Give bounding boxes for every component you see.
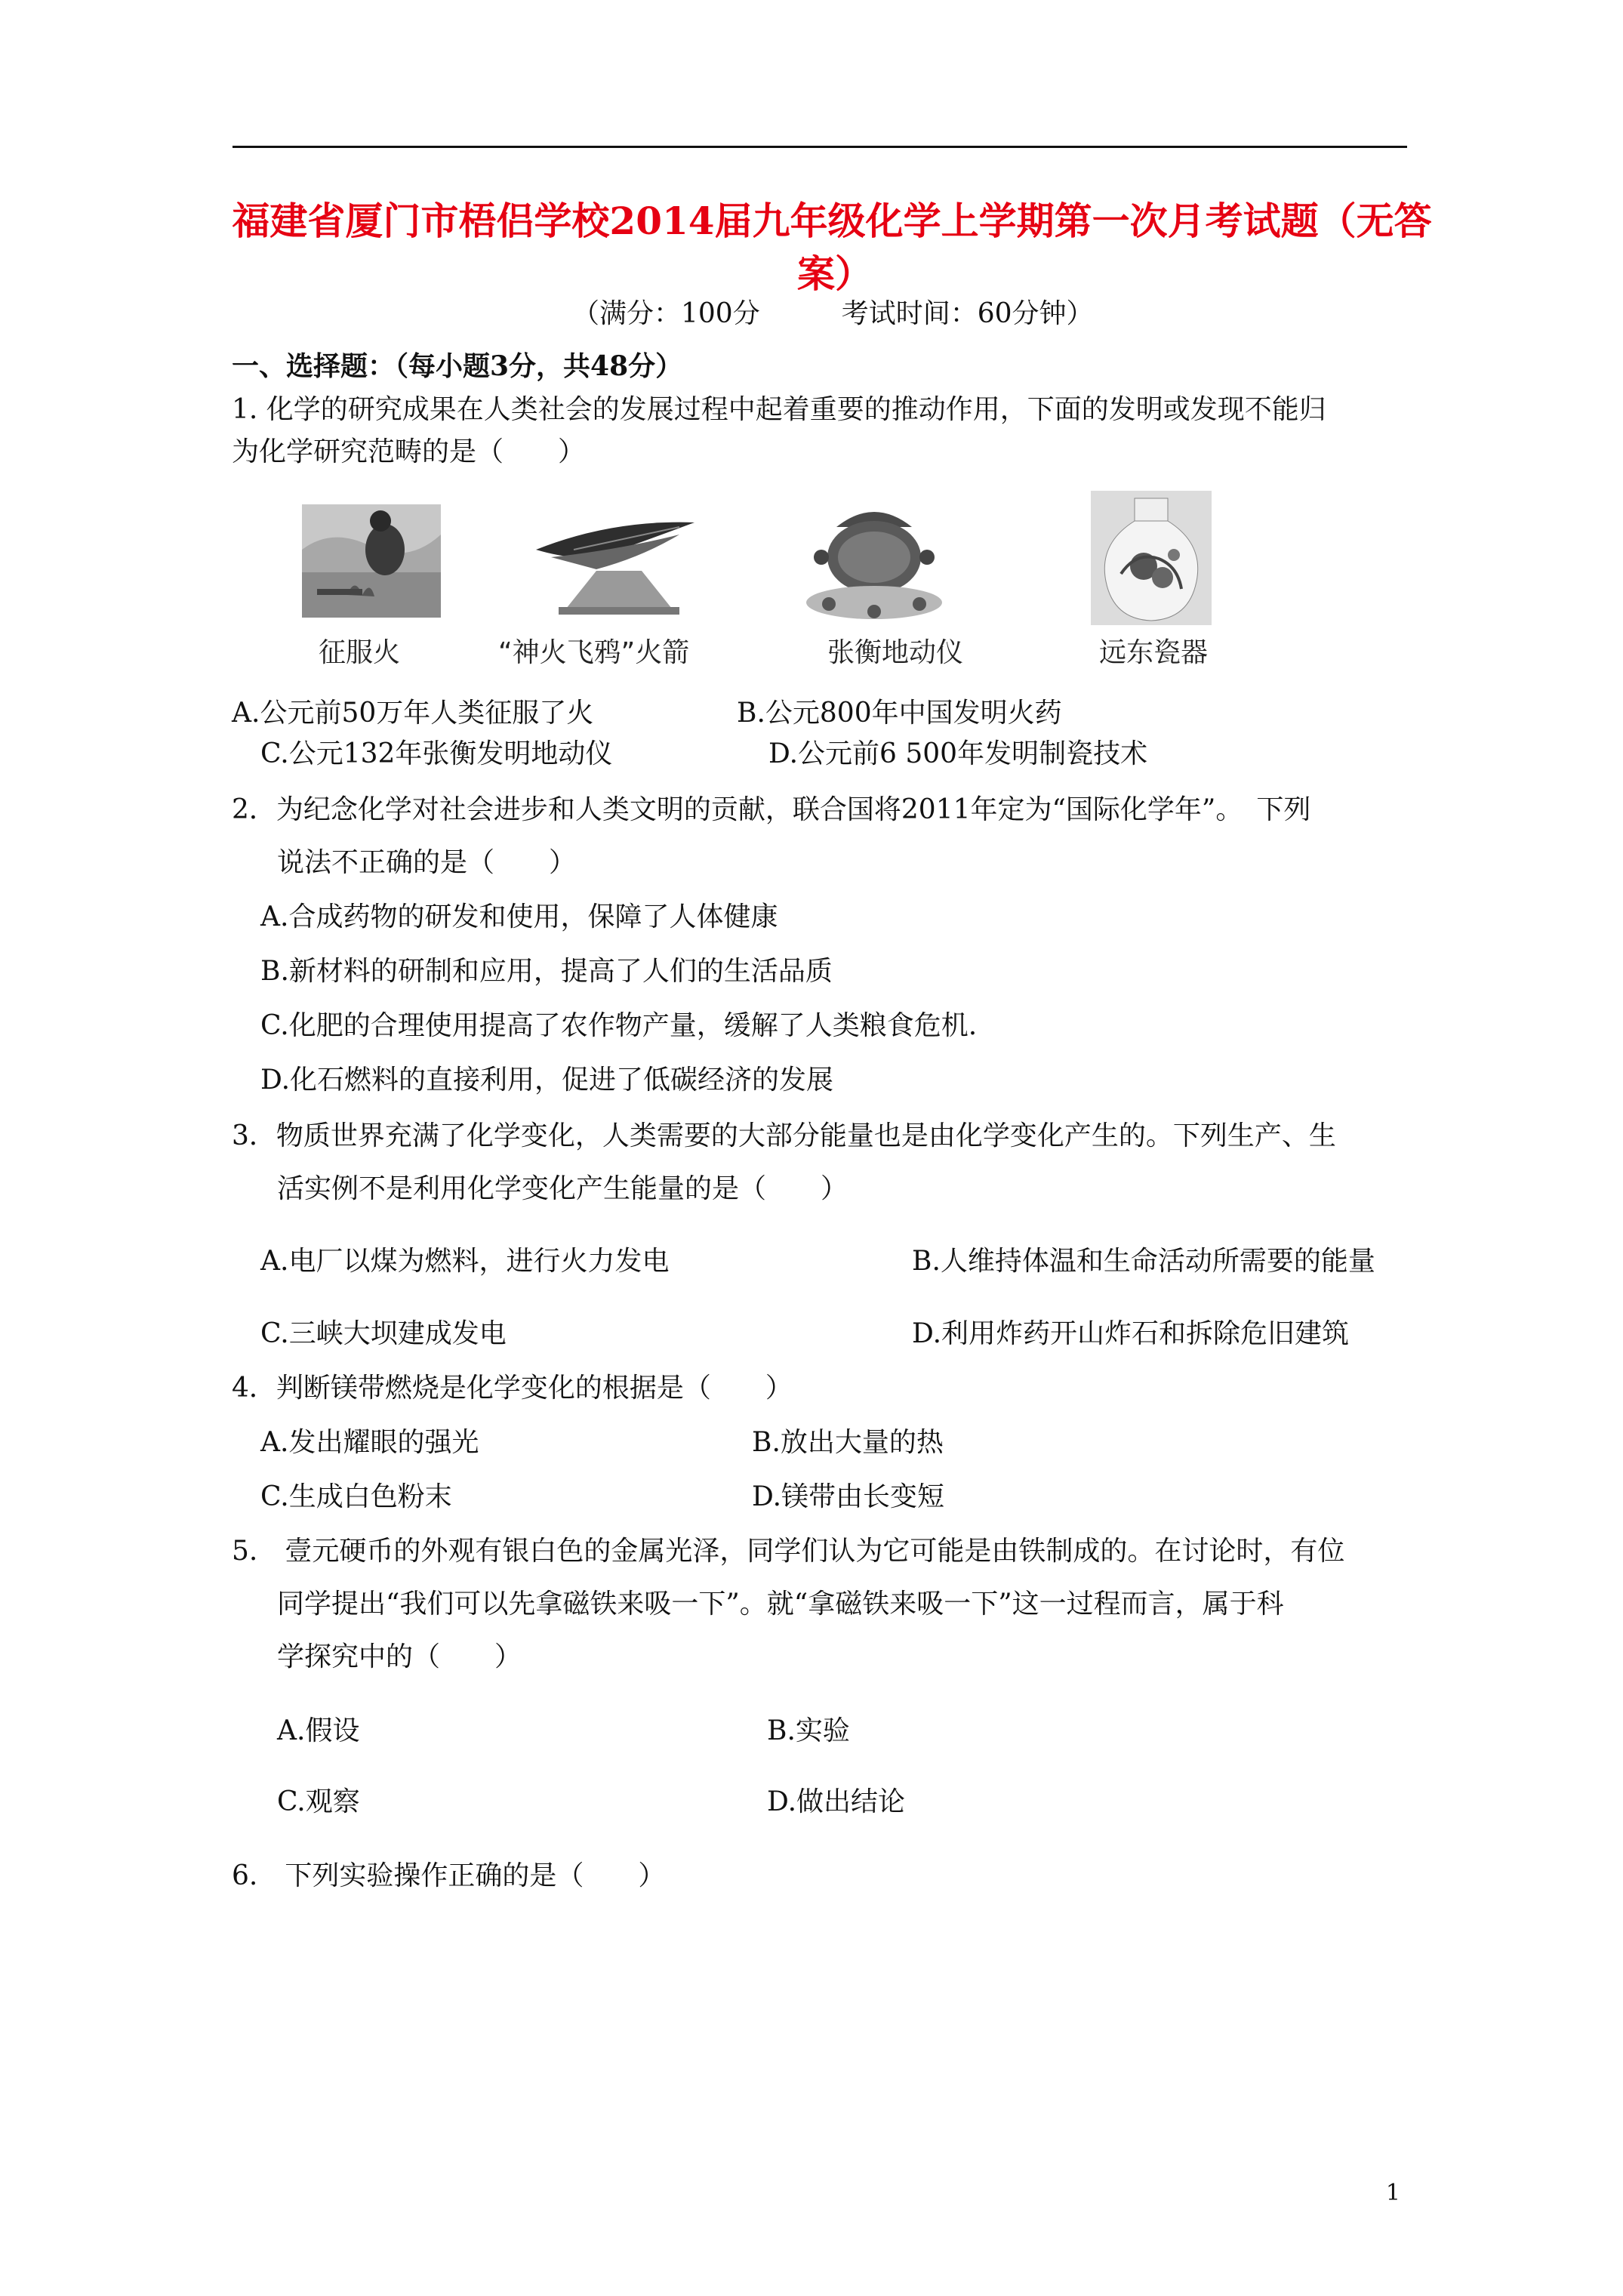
conquer-fire-picture	[302, 504, 441, 618]
seismograph-picture	[799, 497, 950, 625]
title-line-1: 福建省厦门市梧侣学校2014届九年级化学上学期第一次月考试题（无答	[232, 199, 1432, 243]
q1-option-b: B.公元800年中国发明火药	[737, 698, 1062, 729]
q2-option-b: B.新材料的研制和应用，提高了人们的生活品质	[260, 956, 833, 987]
q2-stem-line2: 说法不正确的是（ ）	[277, 847, 577, 878]
q5-option-a: A.假设	[277, 1715, 360, 1746]
q6-stem: 6. 下列实验操作正确的是（ ）	[232, 1860, 666, 1891]
q5-option-d: D.做出结论	[767, 1786, 906, 1817]
document-title	[231, 195, 1439, 300]
q2-option-d: D.化石燃料的直接利用，促进了低碳经济的发展	[260, 1065, 834, 1096]
page-number: 1	[1385, 2180, 1400, 2206]
q3-option-c: C.三峡大坝建成发电	[260, 1318, 507, 1349]
q1-option-c: C.公元132年张衡发明地动仪	[260, 738, 613, 769]
q1-stem-line2: 为化学研究范畴的是（ ）	[232, 436, 586, 467]
exam-meta: （满分：100分 考试时间：60分钟）	[572, 298, 1094, 329]
q5-option-b: B.实验	[767, 1715, 850, 1746]
fire-crow-rocket-picture	[528, 504, 702, 618]
q1-option-a: A.公元前50万年人类征服了火	[232, 698, 594, 729]
q5-stem-line1: 5. 壹元硬币的外观有银白色的金属光泽，同学们认为它可能是由铁制成的。在讨论时，有位	[232, 1536, 1345, 1567]
q3-stem-line2: 活实例不是利用化学变化产生能量的是（ ）	[277, 1173, 848, 1204]
q5-option-c: C.观察	[277, 1786, 360, 1817]
q2-option-c: C.化肥的合理使用提高了农作物产量，缓解了人类粮食危机.	[260, 1010, 978, 1041]
picture-caption-4: 远东瓷器	[1099, 637, 1209, 668]
q2-stem-line1: 2．为纪念化学对社会进步和人类文明的贡献，联合国将2011年定为“国际化学年”。 下列	[232, 794, 1311, 825]
picture-caption-1: 征服火	[319, 637, 401, 668]
q2-option-a: A.合成药物的研发和使用，保障了人体健康	[260, 901, 778, 932]
q4-stem: 4．判断镁带燃烧是化学变化的根据是（ ）	[232, 1373, 793, 1404]
q1-stem-line1: 1. 化学的研究成果在人类社会的发展过程中起着重要的推动作用，下面的发明或发现不能归	[232, 394, 1326, 425]
q3-stem-line1: 3．物质世界充满了化学变化，人类需要的大部分能量也是由化学变化产生的。下列生产、生	[232, 1120, 1336, 1151]
q5-stem-line3: 学探究中的（ ）	[277, 1641, 522, 1672]
q3-option-b: B.人维持体温和生命活动所需要的能量	[912, 1246, 1375, 1277]
q3-option-d: D.利用炸药开山炸石和拆除危旧建筑	[912, 1318, 1350, 1349]
q4-option-c: C.生成白色粉末	[260, 1481, 452, 1512]
title-line-2: 案）	[797, 251, 873, 296]
q5-stem-line2: 同学提出“我们可以先拿磁铁来吸一下”。就“拿磁铁来吸一下”这一过程而言，属于科	[277, 1589, 1284, 1620]
q4-option-a: A.发出耀眼的强光	[260, 1427, 479, 1458]
q4-option-b: B.放出大量的热	[752, 1427, 944, 1458]
picture-caption-2: “神火飞鸦”火箭	[498, 637, 690, 668]
q4-option-d: D.镁带由长变短	[752, 1481, 945, 1512]
q1-option-d: D.公元前6 500年发明制瓷技术	[768, 738, 1148, 769]
q3-option-a: A.电厂以煤为燃料，进行火力发电	[260, 1246, 670, 1277]
section-heading: 一、选择题：（每小题3分，共48分）	[232, 350, 683, 382]
porcelain-vase-picture	[1091, 491, 1212, 625]
picture-caption-3: 张衡地动仪	[827, 637, 964, 668]
header-rule	[233, 146, 1407, 148]
